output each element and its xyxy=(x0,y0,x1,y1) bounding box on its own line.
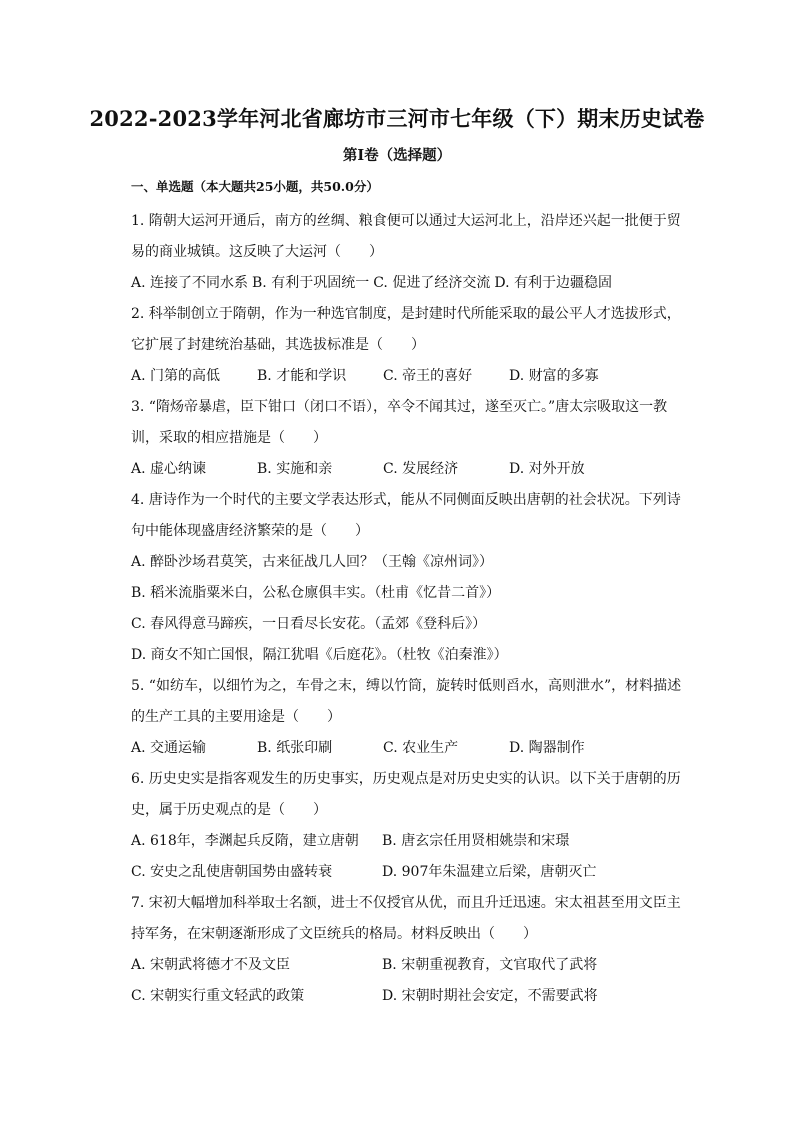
option-b: B. 稻米流脂粟米白，公私仓廪俱丰实。（杜甫《忆昔二首》） xyxy=(131,585,501,601)
option-a: A. 交通运输 xyxy=(131,740,207,756)
option-c: C. 春风得意马蹄疾，一日看尽长安花。（孟郊《登科后》） xyxy=(131,616,487,632)
option-row xyxy=(131,454,691,485)
option-d: D. 有利于边疆稳固 xyxy=(494,275,612,291)
question-stem: 4. 唐诗作为一个时代的主要文学表达形式，能从不同侧面反映出唐朝的社会状况。下列诗句中能体现盛唐经济繁荣的是（ ） xyxy=(131,492,681,539)
question-stem: 2. 科举制创立于隋朝，作为一种选官制度，是封建时代所能采取的最公平人才选拔形式，它扩展了封建统治基础，其选拔标准是（ ） xyxy=(131,306,681,353)
option-b: B. 纸张印刷 xyxy=(257,740,333,756)
question-stem: 5. “如纺车，以细竹为之，车骨之末，缚以竹筒，旋转时低则舀水，高则泄水”，材料描述的生产工具的主要用途是（ ） xyxy=(131,678,682,725)
option-c: C. 宋朝实行重文轻武的政策 xyxy=(131,988,305,1004)
option-b: B. 宋朝重视教育，文官取代了武将 xyxy=(382,957,598,973)
option-c: C. 发展经济 xyxy=(383,461,459,477)
option-row xyxy=(131,268,691,299)
question-6 xyxy=(131,764,691,888)
question-3 xyxy=(131,392,691,485)
question-stem: 1. 隋朝大运河开通后，南方的丝绸、粮食便可以通过大运河北上，沿岸还兴起一批便于贸易的商业城镇。这反映了大运河（ ） xyxy=(131,213,681,260)
option-row xyxy=(131,826,691,857)
question-1 xyxy=(131,206,691,299)
question-stem: 7. 宋初大幅增加科举取士名额，进士不仅授官从优，而且升迁迅速。宋太祖甚至用文臣主持军务，在宋朝逐渐形成了文臣统兵的格局。材料反映出（ ） xyxy=(131,895,681,942)
question-7 xyxy=(131,888,691,1012)
option-c: C. 农业生产 xyxy=(383,740,459,756)
option-a: A. 宋朝武将德才不及文臣 xyxy=(131,957,291,973)
option-d: D. 对外开放 xyxy=(509,461,585,477)
question-list xyxy=(131,206,691,1012)
option-d: D. 陶器制作 xyxy=(509,740,585,756)
option-row xyxy=(131,981,691,1012)
option-b: B. 唐玄宗任用贤相姚崇和宋璟 xyxy=(382,833,570,849)
section-heading: 一、单选题（本大题共25小题，共50.0分） xyxy=(131,179,379,194)
option-d: D. 商女不知亡国恨，隔江犹唱《后庭花》。（杜牧《泊秦淮》） xyxy=(131,647,508,663)
option-a: A. 连接了不同水系 xyxy=(131,275,249,291)
option-a: A. 醉卧沙场君莫笑，古来征战几人回？（王翰《凉州词》） xyxy=(131,554,494,570)
option-c: C. 促进了经济交流 xyxy=(373,275,491,291)
option-b: B. 有利于巩固统一 xyxy=(252,275,370,291)
question-4 xyxy=(131,485,691,671)
question-stem: 3. “隋炀帝暴虐，臣下钳口（闭口不语），卒令不闻其过，遂至灭亡。”唐太宗吸取这一教训，采取的相应措施是（ ） xyxy=(131,399,668,446)
exam-title: 2022-2023学年河北省廊坊市三河市七年级（下）期末历史试卷 xyxy=(89,106,705,131)
option-row xyxy=(131,733,691,764)
option-row xyxy=(131,857,691,888)
question-stem: 6. 历史史实是指客观发生的历史事实，历史观点是对历史史实的认识。以下关于唐朝的历史，属于历史观点的是（ ） xyxy=(131,771,681,818)
option-b: B. 实施和亲 xyxy=(257,461,333,477)
option-d: D. 907年朱温建立后梁，唐朝灭亡 xyxy=(382,864,597,880)
option-c: C. 安史之乱使唐朝国势由盛转衰 xyxy=(131,864,333,880)
option-row xyxy=(131,361,691,392)
option-b: B. 才能和学识 xyxy=(257,368,347,384)
question-5 xyxy=(131,671,691,764)
option-d: D. 财富的多寡 xyxy=(509,368,599,384)
option-column xyxy=(131,547,691,671)
option-c: C. 帝王的喜好 xyxy=(383,368,473,384)
option-row xyxy=(131,950,691,981)
option-a: A. 门第的高低 xyxy=(131,368,221,384)
option-d: D. 宋朝时期社会安定，不需要武将 xyxy=(382,988,598,1004)
question-2 xyxy=(131,299,691,392)
option-a: A. 618年，李渊起兵反隋，建立唐朝 xyxy=(131,833,359,849)
volume-subtitle: 第Ⅰ卷（选择题） xyxy=(342,147,452,164)
option-a: A. 虚心纳谏 xyxy=(131,461,207,477)
